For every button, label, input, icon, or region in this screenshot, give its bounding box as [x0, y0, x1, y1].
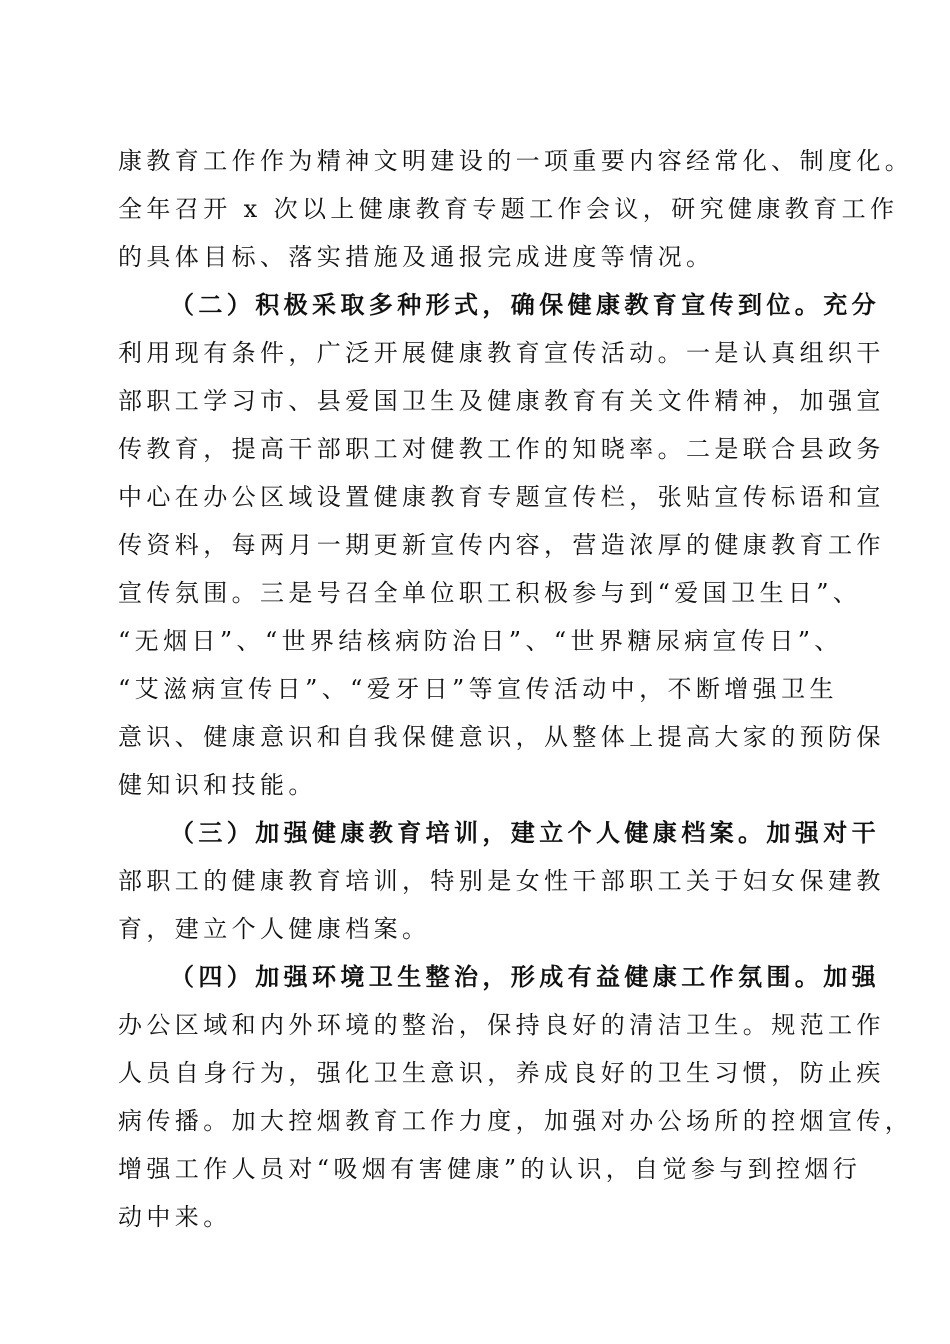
text-line: 部职工学习市、县爱国卫生及健康教育有关文件精神，加强宣	[118, 387, 885, 415]
text-line: 动中来。	[118, 1203, 232, 1231]
text-line: 宣传氛围。三是号召全单位职工积极参与到“爱国卫生日”、	[118, 579, 862, 607]
text-line: 中心在办公区域设置健康教育专题宣传栏，张贴宣传标语和宣	[118, 483, 885, 511]
text-line: 健知识和技能。	[118, 771, 317, 799]
section-heading-3: （三）加强健康教育培训，建立个人健康档案。加强对干	[170, 818, 880, 847]
text-line: 办公区域和内外环境的整治，保持良好的清洁卫生。规范工作	[118, 1011, 885, 1039]
text-line: 增强工作人员对“吸烟有害健康”的认识，自觉参与到控烟行	[118, 1155, 862, 1183]
text-line: “艾滋病宣传日”、“爱牙日”等宣传活动中，不断增强卫生	[118, 675, 838, 703]
text-line: 育，建立个人健康档案。	[118, 915, 431, 943]
text-line: 康教育工作作为精神文明建设的一项重要内容经常化、制度化。	[118, 147, 914, 175]
text-line: 病传播。加大控烟教育工作力度，加强对办公场所的控烟宣传，	[118, 1107, 914, 1135]
text-line: 利用现有条件，广泛开展健康教育宣传活动。一是认真组织干	[118, 339, 885, 367]
text-line: 传资料，每两月一期更新宣传内容，营造浓厚的健康教育工作	[118, 531, 885, 559]
section-heading-4: （四）加强环境卫生整治，形成有益健康工作氛围。加强	[170, 962, 880, 991]
text-line: “无烟日”、“世界结核病防治日”、“世界糖尿病宣传日”、	[118, 627, 843, 655]
text-line: 人员自身行为，强化卫生意识，养成良好的卫生习惯，防止疾	[118, 1059, 885, 1087]
text-line: 全年召开 x 次以上健康教育专题工作会议，研究健康教育工作	[118, 195, 899, 223]
text-line: 意识、健康意识和自我保健意识，从整体上提高大家的预防保	[118, 723, 885, 751]
section-heading-2: （二）积极采取多种形式，确保健康教育宣传到位。充分	[170, 290, 880, 319]
text-line: 的具体目标、落实措施及通报完成进度等情况。	[118, 243, 715, 271]
text-line: 部职工的健康教育培训，特别是女性干部职工关于妇女保建教	[118, 867, 885, 895]
text-line: 传教育，提高干部职工对健教工作的知晓率。二是联合县政务	[118, 435, 885, 463]
